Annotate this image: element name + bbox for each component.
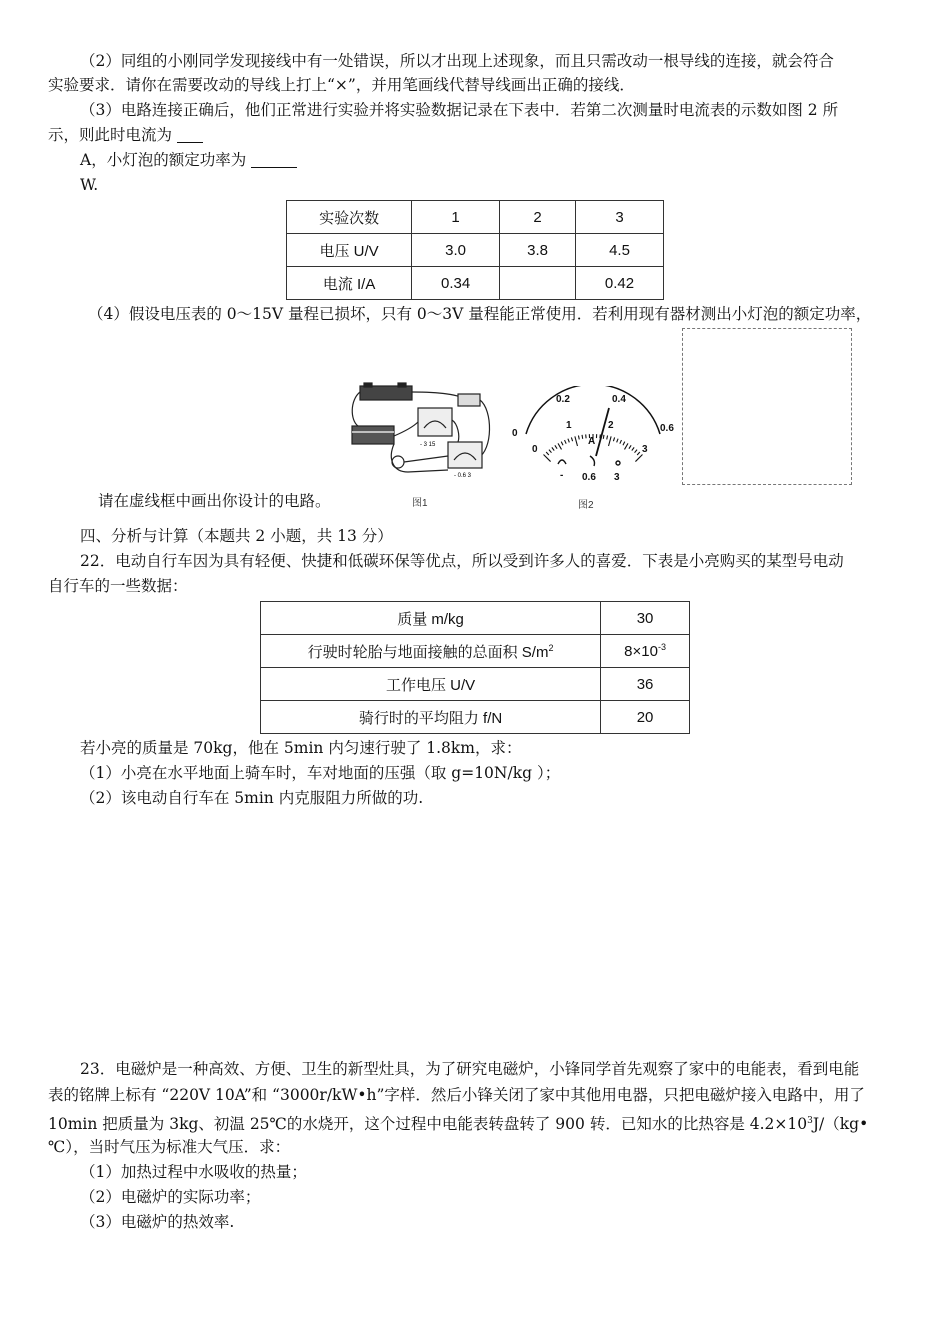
- table-row: [261, 701, 690, 734]
- dial-tick: [620, 440, 622, 444]
- para-q3-unit: W.: [80, 176, 99, 194]
- table-cell: 实验次数: [287, 201, 412, 234]
- table-cell: 20: [601, 701, 690, 734]
- power-blank[interactable]: [251, 151, 297, 168]
- bottom-scale-label: 1: [566, 420, 572, 431]
- figure-1-caption: 图1: [412, 498, 428, 509]
- table-cell: 3.8: [500, 234, 576, 267]
- para-q23-sub2: （2）电磁炉的实际功率；: [80, 1188, 261, 1206]
- terminal-post: [616, 461, 620, 465]
- ammeter: [448, 442, 482, 468]
- dial-tick: [613, 437, 614, 441]
- table-row: [261, 635, 690, 668]
- dial-tick: [568, 439, 569, 443]
- table-cell: 3: [576, 201, 664, 234]
- terminal-label: 3: [614, 472, 620, 483]
- table-cell: 2: [500, 201, 576, 234]
- table-row: [287, 267, 664, 300]
- para-q23-line3: 10min 把质量为 3kg、初温 25℃的水烧开，这个过程中电能表转盘转了 900 转．已知水的比热容是 $4.2\times 10^3J/(kg•$: [48, 1115, 869, 1134]
- dial-tick: [546, 452, 549, 455]
- table-row: [261, 602, 690, 635]
- ammeter-dial-figure: [508, 386, 678, 486]
- table-row: [261, 668, 690, 701]
- ammeter-terminal-label: - 0.6 3: [454, 473, 472, 479]
- dial-arc: [526, 386, 660, 434]
- para-q2-line2: 实验要求．请你在需要改动的导线上打上“×”，并用笔画线代替导线画出正确的接线．: [48, 76, 635, 94]
- dial-tick: [571, 437, 572, 441]
- dial-tick: [561, 442, 563, 446]
- circuit-figure: [348, 380, 498, 482]
- table-cell: 质量 m/kg: [261, 602, 601, 635]
- para-q23-line2: 表的铭牌上标有 “220V 10A”和 “3000r/kW•h”字样．然后小锋关闭了家中其他用电器，只把电磁炉接入电路中，用了: [48, 1086, 865, 1104]
- figure-2-caption: 图2: [578, 500, 594, 511]
- dial-tick: [635, 450, 638, 453]
- q3-text-power: A，小灯泡的额定功率为: [80, 151, 247, 169]
- dial-tick: [623, 442, 625, 446]
- table-row: [287, 201, 664, 234]
- dial-tick: [544, 455, 551, 462]
- para-q3-line3: [80, 149, 297, 171]
- para-q4-line1: （4）假设电压表的 0～15V 量程已损坏，只有 0～3V 量程能正常使用．若利用现有器材测出小灯泡的额定功率，: [88, 305, 872, 323]
- dial-tick: [635, 455, 642, 462]
- para-q4-line2: 请在虚线框中画出你设计的电路。: [98, 492, 331, 510]
- bottom-scale-label: 0: [532, 444, 538, 455]
- table-cell: 36: [601, 668, 690, 701]
- dial-tick: [632, 447, 634, 450]
- experiment-table: [286, 200, 664, 300]
- table-cell: 骑行时的平均阻力 f/N: [261, 701, 601, 734]
- table-cell[interactable]: [500, 267, 576, 300]
- dial-tick: [629, 445, 631, 448]
- table-cell: 0.34: [412, 267, 500, 300]
- table-cell: 3.0: [412, 234, 500, 267]
- para-q3-line2: [48, 124, 203, 146]
- para-q22-line2: 自行车的一些数据：: [48, 577, 188, 595]
- bike-data-table: [260, 601, 690, 734]
- para-q22-given: 若小亮的质量是 70kg，他在 5min 内匀速行驶了 1.8km，求：: [80, 739, 522, 757]
- table-cell: 1: [412, 201, 500, 234]
- para-q22-sub2: （2）该电动自行车在 5min 内克服阻力所做的功.: [80, 789, 424, 807]
- dial-tick: [607, 436, 608, 440]
- dial-tick: [625, 443, 629, 449]
- para-q22-line1: 22．电动自行车因为具有轻便、快捷和低碳环保等优点，所以受到许多人的喜爱．下表是小亮购买的某型号电动: [80, 552, 844, 570]
- meter-unit-label: A: [588, 436, 596, 447]
- bottom-scale-label: 3: [642, 444, 648, 455]
- battery-box: [360, 386, 412, 400]
- table-cell: 电压 U/V: [287, 234, 412, 267]
- table-row: [287, 234, 664, 267]
- dial-tick: [565, 440, 567, 444]
- switch: [458, 394, 480, 406]
- dial-tick: [617, 439, 618, 443]
- table-cell: 4.5: [576, 234, 664, 267]
- current-blank[interactable]: [177, 126, 203, 143]
- para-q3-line1: （3）电路连接正确后，他们正常进行实验并将实验数据记录在下表中．若第二次测量时电流表的示数如图 2 所: [80, 101, 839, 119]
- top-scale-label: 0.2: [556, 394, 570, 405]
- circuit-design-box[interactable]: [682, 328, 852, 485]
- terminal-wire: [558, 460, 566, 464]
- section-4-heading: 四、分析与计算（本题共 2 小题，共 13 分）: [80, 527, 393, 545]
- table-cell: 0.42: [576, 267, 664, 300]
- para-q23-line4: ℃），当时气压为标准大气压．求：: [48, 1138, 291, 1156]
- q3-text-current: 示，则此时电流为: [48, 126, 173, 144]
- dial-tick: [578, 436, 579, 440]
- terminal-label: 0.6: [582, 472, 596, 483]
- dial-tick: [558, 443, 562, 449]
- meter-pointer: [596, 408, 609, 456]
- table-cell: 电流 I/A: [287, 267, 412, 300]
- dial-tick: [609, 436, 612, 446]
- table-cell: 30: [601, 602, 690, 635]
- top-scale-label: 0.4: [612, 394, 626, 405]
- para-q23-sub3: （3）电磁炉的热效率.: [80, 1213, 235, 1231]
- para-q22-sub1: （1）小亮在水平地面上骑车时，车对地面的压强（取 g=10N/kg ）；: [80, 764, 561, 782]
- para-q2-line1: （2）同组的小刚同学发现接线中有一处错误，所以才出现上述现象，而且只需改动一根导线的连接，就会符合: [80, 52, 834, 70]
- terminal-wire: [590, 456, 595, 466]
- para-q23-line1: 23．电磁炉是一种高效、方便、卫生的新型灶具，为了研究电磁炉，小锋同学首先观察了家中的电能表，看到电能: [80, 1060, 860, 1078]
- dial-tick: [549, 450, 552, 453]
- dial-tick: [575, 436, 578, 446]
- voltmeter-terminal-label: - 3 15: [420, 442, 436, 448]
- dial-tick: [582, 435, 583, 439]
- bottom-scale-label: 2: [608, 420, 614, 431]
- top-scale-label: 0: [512, 428, 518, 439]
- para-q23-sub1: （1）加热过程中水吸收的热量；: [80, 1163, 307, 1181]
- dial-tick: [637, 452, 640, 455]
- dial-tick: [603, 435, 604, 439]
- voltmeter: [418, 408, 452, 436]
- table-cell: 行驶时轮胎与地面接触的总面积 $S/m^2$: [261, 635, 601, 668]
- terminal-label: -: [560, 470, 564, 481]
- top-scale-label: 0.6: [660, 423, 674, 434]
- table-cell: $8\times 10^{-3}$: [601, 635, 690, 668]
- table-cell: 工作电压 U/V: [261, 668, 601, 701]
- rheostat: [352, 426, 394, 444]
- dial-tick: [555, 445, 557, 448]
- dial-tick: [552, 447, 554, 450]
